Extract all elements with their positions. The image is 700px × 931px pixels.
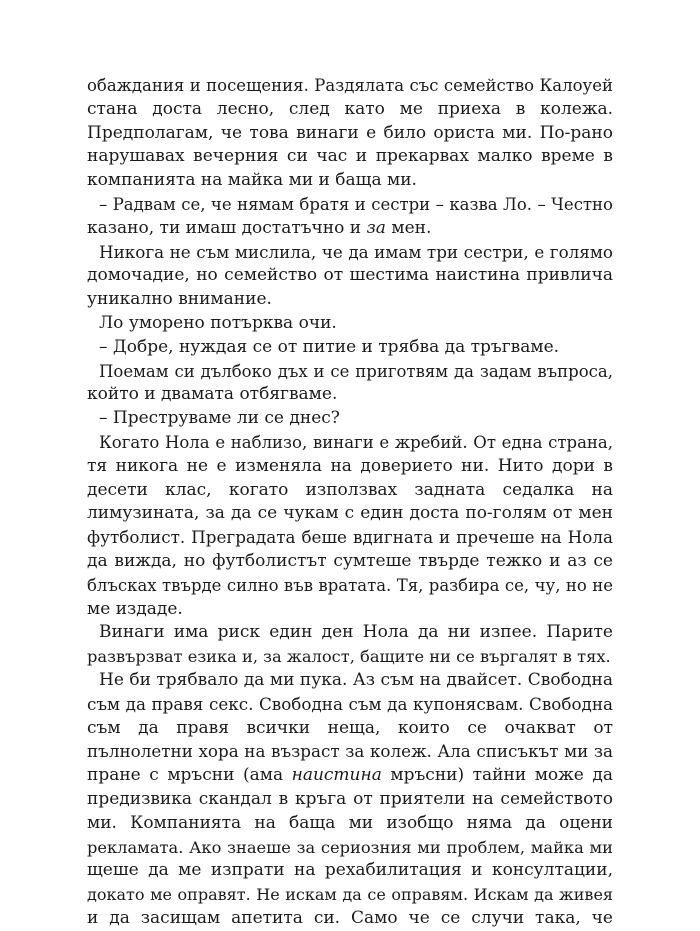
text-line: Никога не съм мислила, че да имам три сестри, е голямо	[99, 241, 613, 262]
text-line: ме издаде.	[87, 598, 183, 619]
text-line: пълнолетни хора на възраст за колеж. Ала списъкът ми за	[87, 741, 613, 762]
text-segment: пране с мръсни (ама	[87, 765, 292, 786]
text-line: Не би трябвало да ми пука. Аз съм на двайсет. Свободна	[99, 669, 613, 690]
text-line: обаждания и посещения. Раздялата със семейство Калоуей	[87, 76, 613, 95]
text-line: да вижда, но футболистът сумтеше твърде тежко и аз се	[87, 550, 613, 571]
text-segment: казано, ти имаш достатъчно и	[87, 217, 367, 238]
text-line: домочадие, но семейство от шестима наистина привлича	[87, 265, 613, 286]
text-line: – Радвам се, че нямам братя и сестри – казва Ло. – Честно	[99, 194, 613, 214]
italic-emphasis: наистина	[291, 765, 382, 786]
text-line: Ло уморено потърква очи.	[99, 312, 337, 333]
text-line: щеше да ме изпрати на рехабилитация и консултации,	[87, 860, 613, 881]
text-line: – Добре, нуждая се от питие и трябва да тръгваме.	[99, 336, 560, 357]
text-line: блъсках твърде силно във вратата. Тя, разбира се, чу, но не	[87, 575, 613, 595]
text-line	[87, 217, 613, 241]
text-line: развързват езика и, за жалост, бащите ни се въргалят в тях.	[87, 647, 611, 667]
text-line: рекламата. Ако знаеше за сериозния ми проблем, майка ми	[87, 837, 613, 857]
text-line: съм да правя всички неща, които се очакват от	[87, 717, 613, 738]
text-line: футболист. Преградата беше вдигната и пречеше на Нола	[87, 527, 613, 548]
text-segment: мръсни) тайни може да	[381, 765, 613, 786]
text-line: докато ме оправят. Не искам да се оправям. Искам да живея	[87, 885, 613, 905]
text-line: предизвика скандал в кръга от приятели на семейството	[87, 788, 613, 809]
text-line: ми. Компанията на баща ми изобщо няма да оцени	[87, 812, 613, 833]
text-line: Винаги има риск един ден Нола да ни изпее. Парите	[99, 622, 613, 643]
text-line	[87, 764, 613, 788]
text-line: съм да правя секс. Свободна съм да купонясвам. Свободна	[87, 693, 613, 714]
italic-emphasis: за	[366, 217, 386, 238]
text-line: компанията на майка ми и баща ми.	[87, 170, 417, 191]
text-line: Поемам си дълбоко дъх и се приготвям да задам въпроса,	[99, 361, 613, 381]
text-line: Предполагам, че това винаги е било ориста ми. По-рано	[87, 122, 613, 143]
text-line: тя никога не е изменяла на доверието ни. Нито дори в	[87, 455, 613, 476]
text-line: Когато Нола е наблизо, винаги е жребий. От една страна,	[99, 432, 613, 452]
text-line: десети клас, когато използвах задната седалка на	[87, 479, 613, 500]
text-line: нарушавах вечерния си час и прекарвах малко време в	[87, 146, 613, 167]
text-line: уникално внимание.	[87, 289, 272, 310]
text-segment: мен.	[385, 217, 432, 238]
book-page-text	[87, 74, 613, 931]
text-line: който и двамата отбягваме.	[87, 384, 338, 405]
text-line: стана доста лесно, след като ме приеха в колежа.	[87, 98, 613, 119]
text-line: – Преструваме ли се днес?	[99, 408, 340, 429]
text-line: и да засищам апетита си. Само че се случи така, че	[87, 907, 613, 928]
text-line: лимузината, за да се чукам с един доста по-голям от мен	[87, 503, 613, 524]
